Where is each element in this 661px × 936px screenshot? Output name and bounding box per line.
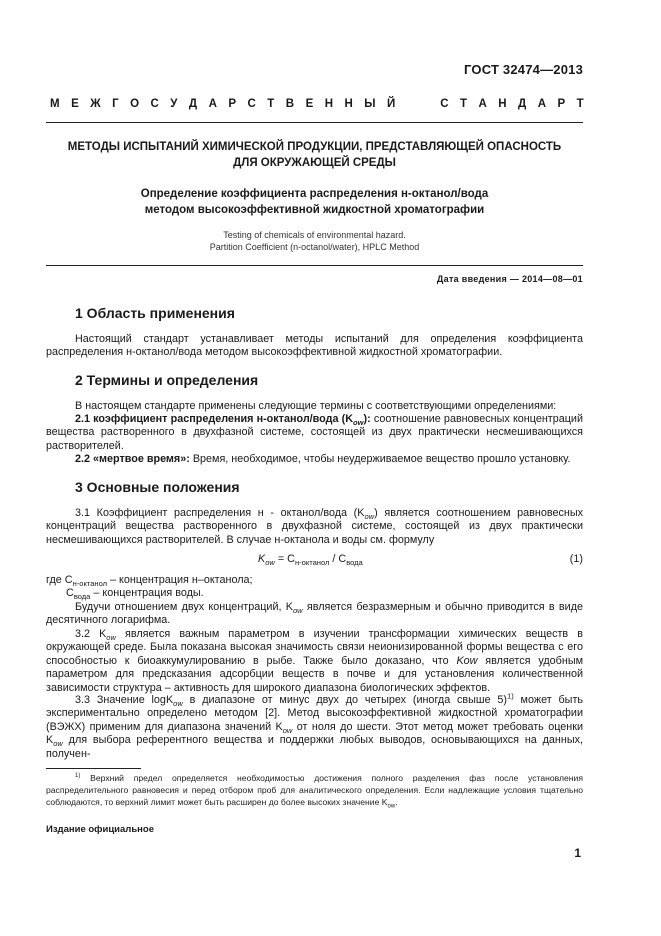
term-2-1-close: ): [363,413,371,425]
heading-letter: С [150,98,159,110]
gost-number: ГОСТ 32474—2013 [464,62,583,77]
where2-b: – концентрация воды. [90,587,204,599]
section-2-heading: 2 Термины и определения [75,372,259,388]
interstate-standard-heading [50,98,584,110]
heading-letter: Т [576,98,584,110]
term-2-1-label [75,413,371,428]
p31-part-b: ) является соотношением равновесных концентраций вещества растворенного в двухфазной системе, состоящей из двух практически несмешивающихся растворителей. В случае н-октанола и воды см. формулу [46,507,583,546]
heading-letter: Й [387,98,396,110]
paragraph-3-2 [46,628,583,695]
pdim-subscript: ow [292,606,303,616]
where1-subscript: н-октанол [72,579,107,589]
p33-subscript-3: ow [53,739,63,749]
term-2-2-name: 2.2 «мертвое время»: [75,453,190,465]
heading-letter: Г [112,98,119,110]
paragraph-3-3 [46,691,584,761]
where2-a: C [66,587,74,599]
formula-c1-subscript: н-октанол [294,558,330,568]
heading-word-gap [407,98,429,110]
footnote-marker: 1) [75,773,81,780]
where1-b: – концентрация н–октанола; [107,574,253,586]
subtitle-line-1: Определение коэффициента распределения н-октанол/вода [140,188,489,200]
section-2-intro: В настоящем стандарте применены следующие термины с соответствующими определениями: [75,400,557,412]
p33-d: от ноля до шести. Этот метод может требовать оценки K [46,720,583,747]
heading-letter: Н [324,98,334,110]
footnote-text: Верхний предел определяется необходимостью достижения полного разделения фаз после установления распределительного равновесия и перед отбором проб для аналитического определения. Если надлежащие условия тщательно соблюдаются, то верхний лимит может быть расширен до более высоких значение K [46,773,583,807]
p33-c: может быть экспериментально определено методом [2]. Метод высокоэффективной жидкостной хроматографии (ВЭЖХ) применим для диапазона значений K [46,694,584,733]
footnote-rule [46,768,141,769]
heading-letter: С [247,98,256,110]
term-2-2-definition: Время, необходимое, чтобы неудерживаемое вещество прошло установку. [189,453,571,465]
p33-e: для выбора референтного вещества и поддержки любых выводов, основывающихся на данных, получен- [46,734,583,760]
heading-letter: М [50,98,60,110]
heading-letter: Е [71,98,79,110]
footnote-end: . [395,797,398,807]
formula-number: (1) [569,553,583,565]
p33-subscript-2: ow [282,725,293,735]
title-line-1: МЕТОДЫ ИСПЫТАНИЙ ХИМИЧЕСКОЙ ПРОДУКЦИИ, ПРЕДСТАВЛЯЮЩЕЙ ОПАСНОСТЬ [67,141,562,153]
p33-footnote-ref: 1) [507,691,514,701]
p32-a: 3.2 K [75,628,107,640]
dimensionless-paragraph [46,601,583,628]
section-1-heading: 1 Область применения [75,305,235,321]
paragraph-3-1 [46,507,583,547]
term-2-1-subscript: ow [353,418,364,428]
heading-letter: Р [228,98,237,110]
p33-subscript: ow [173,699,183,709]
formula-equals: = C [274,553,295,565]
title-line-2: ДЛЯ ОКРУЖАЮЩЕЙ СРЕДЫ [233,157,396,169]
pdim-a: Будучи отношением двух концентраций, K [75,601,293,613]
heading-letter: О [130,98,140,110]
p32-c: является удобным параметром для предсказания адсорбции веществ в почве и для установления количественной зависимости структура – активность для широкого диапазона биологических эффектов. [46,654,583,694]
heading-letter: В [285,98,295,110]
heading-letter: Ы [364,98,376,110]
heading-letter: Е [305,98,314,110]
heading-letter: Р [557,98,566,110]
footnote [46,772,583,808]
pdim-b: является безразмерным и обычно приводится в виде десятичного логарифма. [46,601,583,627]
section-3-heading: 3 Основные положения [75,479,240,495]
heading-letter: А [478,98,487,110]
heading-letter: Н [344,98,353,110]
heading-letter: А [537,98,547,110]
p33-a: 3.3 Значение logK [75,694,174,706]
p33-b: в диапазоне от минус двух до четырех (иногда свыше 5) [182,694,508,706]
heading-letter: Ж [90,98,101,110]
where1-a: где C [46,574,73,586]
heading-letter: Т [459,98,468,110]
formula-divide: / C [329,553,347,565]
p32-subscript: ow [106,633,116,643]
formula-expression [258,553,363,568]
title-rule [46,265,583,266]
where-line-2 [66,587,583,600]
introduction-date: Дата введения — 2014—08—01 [436,274,583,284]
where-line-1 [46,574,583,587]
formula-k-subscript: ow [265,558,275,568]
document-subtitle [46,186,583,218]
p31-subscript: ow [364,512,375,522]
formula-k: K [258,553,266,565]
heading-letter: А [208,98,217,110]
official-edition-label: Издание официальное [46,824,154,835]
english-title-line-1: Testing of chemicals of environmental hazard. [223,230,406,240]
p32-b: является важным параметром в изучении трансформации химических веществ в окружающей среде. Была показана высокая значимость связи неионизированной формы вещества с его способностью к биоаккумулированию в рыбе. Также было доказано, что [46,628,583,667]
p31-part-a: 3.1 Коэффициент распределения н - октанол/вода (K [75,507,365,519]
english-title-line-2: Partition Coefficient (n-octanol/water), HPLC Method [209,242,420,252]
term-2-1 [46,413,583,453]
p32-kow: Kow [456,654,478,667]
heading-letter: Д [188,98,198,110]
heading-letter: Н [498,98,507,110]
term-2-1-definition: соотношение равновесных концентраций вещества растворенного в двухфазной системе, состоящей из двух практически несмешивающихся растворителей. [46,413,583,452]
page-number: 1 [574,846,581,860]
term-2-2 [46,453,583,466]
footnote-subscript: ow [387,803,396,810]
subtitle-line-2: методом высокоэффективной жидкостной хроматографии [144,204,485,216]
header-rule [46,122,583,123]
heading-letter: Д [518,98,527,110]
heading-letter: У [170,98,178,110]
english-title [46,229,583,253]
section-1-paragraph: Настоящий стандарт устанавливает методы испытаний для определения коэффициента распределения н-октанол/вода методом высокоэффективной жидкостной хроматографии. [46,333,583,359]
formula-c2-subscript: вода [346,558,363,568]
term-2-1-name: 2.1 коэффициент распределения н-октанол/вода (K [75,413,354,425]
heading-letter: Т [267,98,275,110]
heading-letter: С [440,98,449,110]
where2-subscript: вода [73,592,91,602]
document-title [46,139,583,171]
